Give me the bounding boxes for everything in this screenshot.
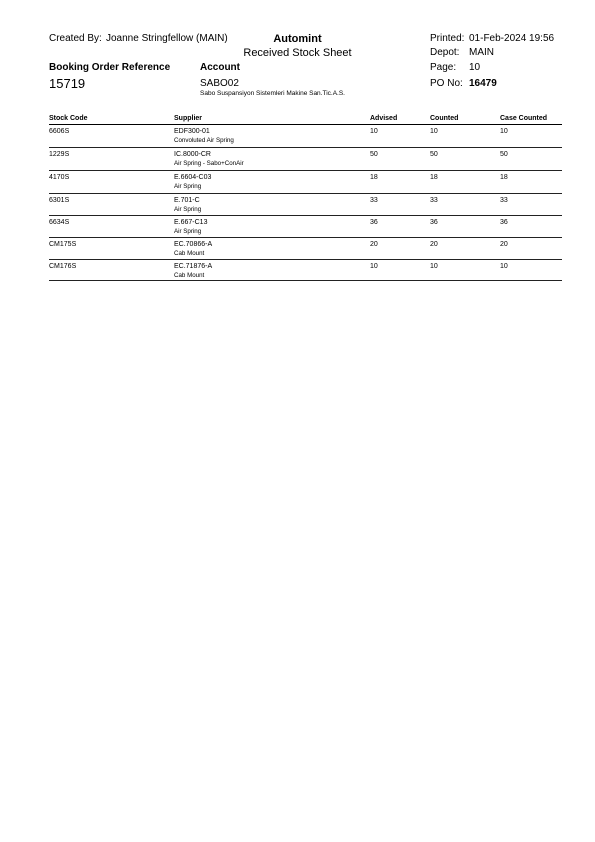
account-label: Account (200, 62, 240, 73)
description-cell: Cab Mount (174, 272, 205, 279)
stock-code-cell: 4170S (49, 174, 70, 181)
counted-cell: 18 (430, 174, 438, 181)
row-divider (49, 237, 562, 238)
counted-cell: 10 (430, 263, 438, 270)
account-name: Sabo Suspansiyon Sistemleri Makine San.Tic.A.S. (200, 90, 345, 97)
supplier-code-cell: E.6604-C03 (174, 174, 212, 181)
row-divider (49, 280, 562, 281)
case-counted-cell: 10 (500, 263, 508, 270)
advised-cell: 33 (370, 197, 378, 204)
col-stock-code: Stock Code (49, 115, 88, 122)
supplier-code-cell: E.667-C13 (174, 219, 208, 226)
po-value: 16479 (469, 78, 497, 89)
po-label: PO No: (430, 78, 463, 89)
row-divider (49, 193, 562, 194)
printed-value: 01-Feb-2024 19:56 (469, 33, 555, 44)
col-case-counted: Case Counted (500, 115, 548, 122)
col-advised: Advised (370, 115, 398, 122)
printed-label: Printed: (430, 33, 465, 44)
col-supplier: Supplier (174, 115, 203, 122)
advised-cell: 18 (370, 174, 378, 181)
supplier-code-cell: E.701-C (174, 197, 200, 204)
booking-ref-value: 15719 (49, 76, 86, 91)
case-counted-cell: 20 (500, 241, 508, 248)
description-cell: Air Spring (174, 183, 202, 190)
advised-cell: 10 (370, 263, 378, 270)
case-counted-cell: 10 (500, 128, 508, 135)
counted-cell: 33 (430, 197, 438, 204)
page-label: Page: (430, 62, 457, 73)
stock-code-cell: 6634S (49, 219, 70, 226)
description-cell: Convoluted Air Spring (174, 137, 234, 144)
stock-code-cell: 1229S (49, 151, 70, 158)
case-counted-cell: 50 (500, 151, 508, 158)
created-by-value: Joanne Stringfellow (MAIN) (106, 33, 228, 44)
col-counted: Counted (430, 115, 459, 122)
stock-code-cell: CM176S (49, 263, 77, 270)
created-by-label: Created By: (49, 33, 102, 44)
description-cell: Air Spring (174, 206, 202, 213)
advised-cell: 50 (370, 151, 378, 158)
advised-cell: 20 (370, 241, 378, 248)
counted-cell: 10 (430, 128, 438, 135)
header-rule (49, 124, 562, 125)
supplier-code-cell: EC.70866-A (174, 241, 213, 248)
supplier-code-cell: EC.71876-A (174, 263, 213, 270)
counted-cell: 50 (430, 151, 438, 158)
page-value: 10 (469, 62, 481, 73)
row-divider (49, 170, 562, 171)
supplier-code-cell: EDF300-01 (174, 128, 210, 135)
advised-cell: 36 (370, 219, 378, 226)
description-cell: Air Spring - Sabo+ConAir (174, 160, 244, 167)
description-cell: Air Spring (174, 228, 202, 235)
row-divider (49, 215, 562, 216)
stock-code-cell: 6301S (49, 197, 70, 204)
row-divider (49, 259, 562, 260)
description-cell: Cab Mount (174, 250, 205, 257)
counted-cell: 36 (430, 219, 438, 226)
counted-cell: 20 (430, 241, 438, 248)
depot-label: Depot: (430, 47, 460, 58)
depot-value: MAIN (469, 47, 494, 58)
case-counted-cell: 36 (500, 219, 508, 226)
advised-cell: 10 (370, 128, 378, 135)
case-counted-cell: 18 (500, 174, 508, 181)
account-code: SABO02 (200, 78, 239, 89)
stock-code-cell: CM175S (49, 241, 77, 248)
report-title: Received Stock Sheet (243, 47, 352, 59)
booking-ref-label: Booking Order Reference (49, 62, 171, 73)
case-counted-cell: 33 (500, 197, 508, 204)
company-name: Automint (273, 33, 322, 45)
row-divider (49, 147, 562, 148)
supplier-code-cell: IC.8000-CR (174, 151, 211, 158)
stock-code-cell: 6606S (49, 128, 70, 135)
